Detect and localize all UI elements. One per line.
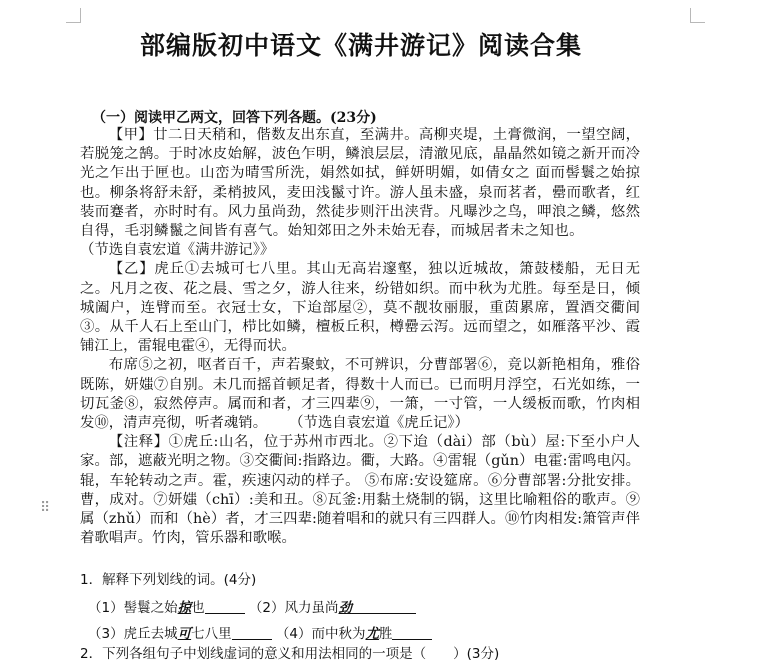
q1-4-word: 尤: [365, 626, 379, 642]
document-title: 部编版初中语文《满井游记》阅读合集: [139, 31, 582, 60]
q1-3-suffix: 七八里: [191, 626, 232, 642]
passage-body: [80, 126, 640, 548]
notes: 【注释】①虎丘:山名，位于苏州市西北。②下迨（dài）部（bù）屋:下至小户人家。部，遮蔽光明之物。③交衢间:指路边。衢，大路。④雷辊（gǔn）电霍:雷鸣电闪。辊，车轮转动之声。霍，疾速闪动的样子。 ⑤布席:安设筵席。⑥分曹部署:分批安排。曹，成对。⑦妍媸（chī）:美和丑。⑧瓦釜:用黏土烧制的锅，这里比喻粗俗的歌声。⑨属（zhǔ）而和（hè）者，才三四辈:随着唱和的就只有三四群人。⑩竹肉相发:箫管声伴着歌唱声。竹肉，管乐器和歌喉。: [80, 434, 640, 547]
passage-jia: 【甲】廿二日天稍和，偕数友出东直，至满井。高柳夹堤，土膏微润，一望空阔，若脱笼之鹄。于时冰皮始解，波色乍明，鳞浪层层，清澈见底，晶晶然如镜之新开而冷光之乍出于匣也。山峦为晴雪所洗，娟然如拭，鲜妍明媚，如倩女之 面而髻鬟之始掠也。柳条将舒未舒，柔梢披风，麦田浅鬣寸许。游人虽未盛，泉而茗者，罍而歌者，红装而蹇者，亦时时有。风力虽尚劲，然徒步则汗出浃背。凡曝沙之鸟，呷浪之鳞，悠然自得，毛羽鳞鬣之间皆有喜气。始知郊田之外未始无春，而城居者未之知也。（节选自袁宏道《满井游记》》: [80, 127, 640, 259]
q1-2-word: 劲: [338, 600, 352, 616]
passage-yi-p1: 【乙】虎丘①去城可七八里。其山无高岩邃壑，独以近城故，箫鼓楼船，无日无之。凡月之夜、花之晨、雪之夕，游人往来，纷错如织。而中秋为尤胜。每至是日，倾城阖户，连臂而至。衣冠士女，下迨部屋②，莫不靓妆丽服，重茵累席，置酒交衢间③。从千人石上至山门，栉比如鳞，檀板丘积，樽罍云泻。远而望之，如雁落平沙、霞铺江上，雷辊电霍④，无得而状。: [80, 261, 640, 355]
q1-2-prefix: （2）风力虽尚: [248, 600, 339, 616]
q1-1-word: 掠: [177, 600, 192, 616]
question-2-label: 2．下列各组句子中划线虚词的意义和用法相同的一项是（ ）(3分): [80, 646, 500, 662]
passage-jia-text: 【甲】廿二日天稍和，偕数友出东直，至满井。高柳夹堤，土膏微润，一望空阔，若脱笼之鹄。于时冰皮始解，波色乍明，鳞浪层层，清澈见底，晶晶然如镜之新开而冷光之乍出于匣也。山峦为晴雪所洗，娟然如拭，鲜妍明媚，如倩女之 面而髻鬟之始掠也。柳条将舒未舒，柔梢披风，麦田浅鬣寸许。游人虽未盛，泉而茗者，罍而歌者，红装而蹇者，亦时时有。风力虽尚劲，然徒步则汗出浃背。凡曝沙之鸟，呷浪之鳞，悠然自得，毛羽鳞鬣之间皆有喜气。始知郊田之外未始无春，而城居者未之知也。: [80, 127, 640, 240]
passage-jia-source: （节选自袁宏道《满井游记》: [80, 242, 260, 259]
q1-4-prefix: （4）而中秋为: [275, 626, 366, 642]
question-1-row-b: [88, 622, 432, 642]
section-heading: （一）阅读甲乙两文，回答下列各题。(23分): [92, 110, 377, 126]
page-corner-mark-top-left: [66, 8, 81, 23]
passage-yi-source: （节选自袁宏道《虎丘记》）: [289, 415, 469, 432]
q1-4-suffix: 胜: [378, 626, 393, 642]
question-1-label: 1．解释下列划线的词。(4分): [80, 572, 257, 588]
passage-yi-p2-text: 布席⑤之初，呕者百千，声若聚蚊，不可辨识，分曹部署⑥，竞以新艳相角，雅俗既陈，妍媸⑦自别。未几而摇首顿足者，得数十人而已。已而明月浮空，石光如练，一切瓦釜⑧，寂然停声。属而和者，才三四辈⑨，一箫，一寸管，一人缓板而歌，竹肉相发⑩，清声亮彻，听者魂销。: [80, 357, 640, 432]
question-1-row-a: [88, 596, 416, 616]
q1-3-answer-blank[interactable]: [232, 625, 272, 640]
q1-3-prefix: （3）虎丘去城: [88, 626, 178, 642]
q1-1-suffix: 也: [191, 600, 205, 616]
passage-yi-p2: [80, 356, 640, 433]
q1-1-answer-blank[interactable]: [205, 599, 245, 614]
page-corner-mark-top-right: [690, 8, 705, 23]
q1-3-word: 可: [177, 626, 192, 642]
q1-1-prefix: （1）髻鬟之始: [88, 600, 178, 616]
q1-4-answer-blank[interactable]: [392, 625, 432, 640]
q1-2-answer-blank[interactable]: [352, 599, 416, 614]
drag-handle-icon[interactable]: ⠿: [40, 500, 51, 516]
